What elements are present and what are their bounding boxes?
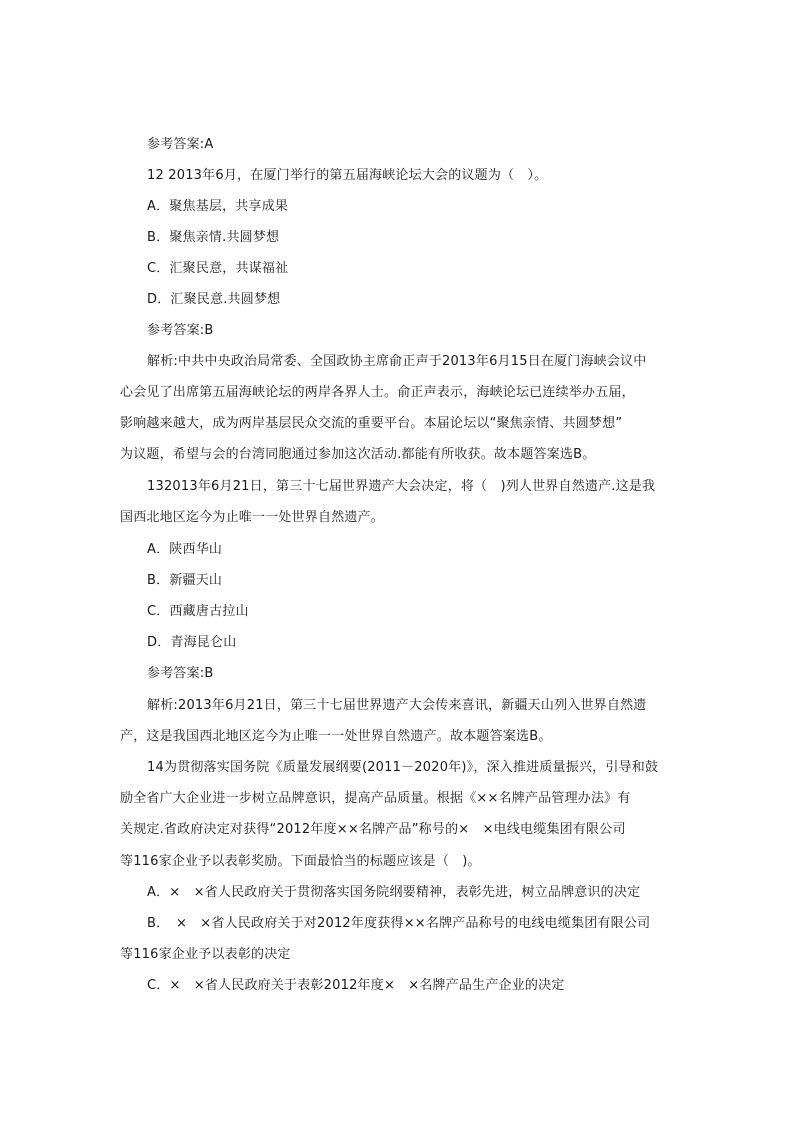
analysis-q13-line2: 产，这是我国西北地区迄今为止唯一一处世界自然遗产。故本题答案选B。 xyxy=(120,729,552,744)
analysis-q13-line1: 解析:2013年6月21日，第三十七届世界遗产大会传来喜讯，新疆天山列入世界自然遗 xyxy=(147,698,647,713)
option-d-q13: D．青海昆仑山 xyxy=(147,635,237,650)
option-c-q12: C．汇聚民意，共谋福祉 xyxy=(147,261,289,276)
option-a-q12: A．聚焦基层，共享成果 xyxy=(147,199,289,214)
option-b-q12: B．聚焦亲情.共圆梦想 xyxy=(147,230,280,245)
question-13-line1: 132013年6月21日，第三十七届世界遗产大会决定，将（ )列人世界自然遗产.这是我 xyxy=(147,479,656,494)
question-13-line2: 国西北地区迄今为止唯一一处世界自然遗产。 xyxy=(120,510,385,525)
option-a-q14: A．× ×省人民政府关于贯彻落实国务院纲要精神，表彰先进，树立品牌意识的决定 xyxy=(147,885,641,900)
question-14-line2: 励全省广大企业进一步树立品牌意识，提高产品质量。根据《××名牌产品管理办法》有 xyxy=(120,791,631,806)
option-b-q14-line2: 等116家企业予以表彰的决定 xyxy=(120,947,291,962)
option-b-q14-line1: B． × ×省人民政府关于对2012年度获得××名牌产品称号的电线电缆集团有限公司 xyxy=(147,916,651,931)
analysis-q12-line1: 解析:中共中央政治局常委、全国政协主席俞正声于2013年6月15日在厦门海峡会议中 xyxy=(147,354,647,369)
option-c-q14: C．× ×省人民政府关于表彰2012年度× ×名牌产品生产企业的决定 xyxy=(147,978,565,993)
analysis-q12-line3: 影响越来越大，成为两岸基层民众交流的重要平台。本届论坛以“聚焦亲情、共圆梦想” xyxy=(120,416,623,431)
answer-line-q11: 参考答案:A xyxy=(147,137,214,152)
option-d-q12: D．汇聚民意.共圆梦想 xyxy=(147,292,281,307)
answer-line-q12: 参考答案:B xyxy=(147,323,214,338)
question-14-line3: 关规定.省政府决定对获得“2012年度××名牌产品”称号的× ×电线电缆集团有限公司 xyxy=(120,822,626,837)
analysis-q12-line4: 为议题，希望与会的台湾同胞通过参加这次活动.都能有所收获。故本题答案选B。 xyxy=(120,447,596,462)
option-c-q13: C．西藏唐古拉山 xyxy=(147,604,249,619)
question-12: 12 2013年6月，在厦门举行的第五届海峡论坛大会的议题为（ ）。 xyxy=(147,168,548,183)
option-b-q13: B．新疆天山 xyxy=(147,573,223,588)
answer-line-q13: 参考答案:B xyxy=(147,666,214,681)
question-14-line1: 14为贯彻落实国务院《质量发展纲要(2011－2020年)》，深入推进质量振兴，引导和鼓 xyxy=(147,760,659,775)
option-a-q13: A．陕西华山 xyxy=(147,542,223,557)
question-14-line4: 等116家企业予以表彰奖励。下面最恰当的标题应该是（ )。 xyxy=(120,854,481,869)
analysis-q12-line2: 心会见了出席第五届海峡论坛的两岸各界人士。俞正声表示，海峡论坛已连续举办五届， xyxy=(120,385,635,400)
